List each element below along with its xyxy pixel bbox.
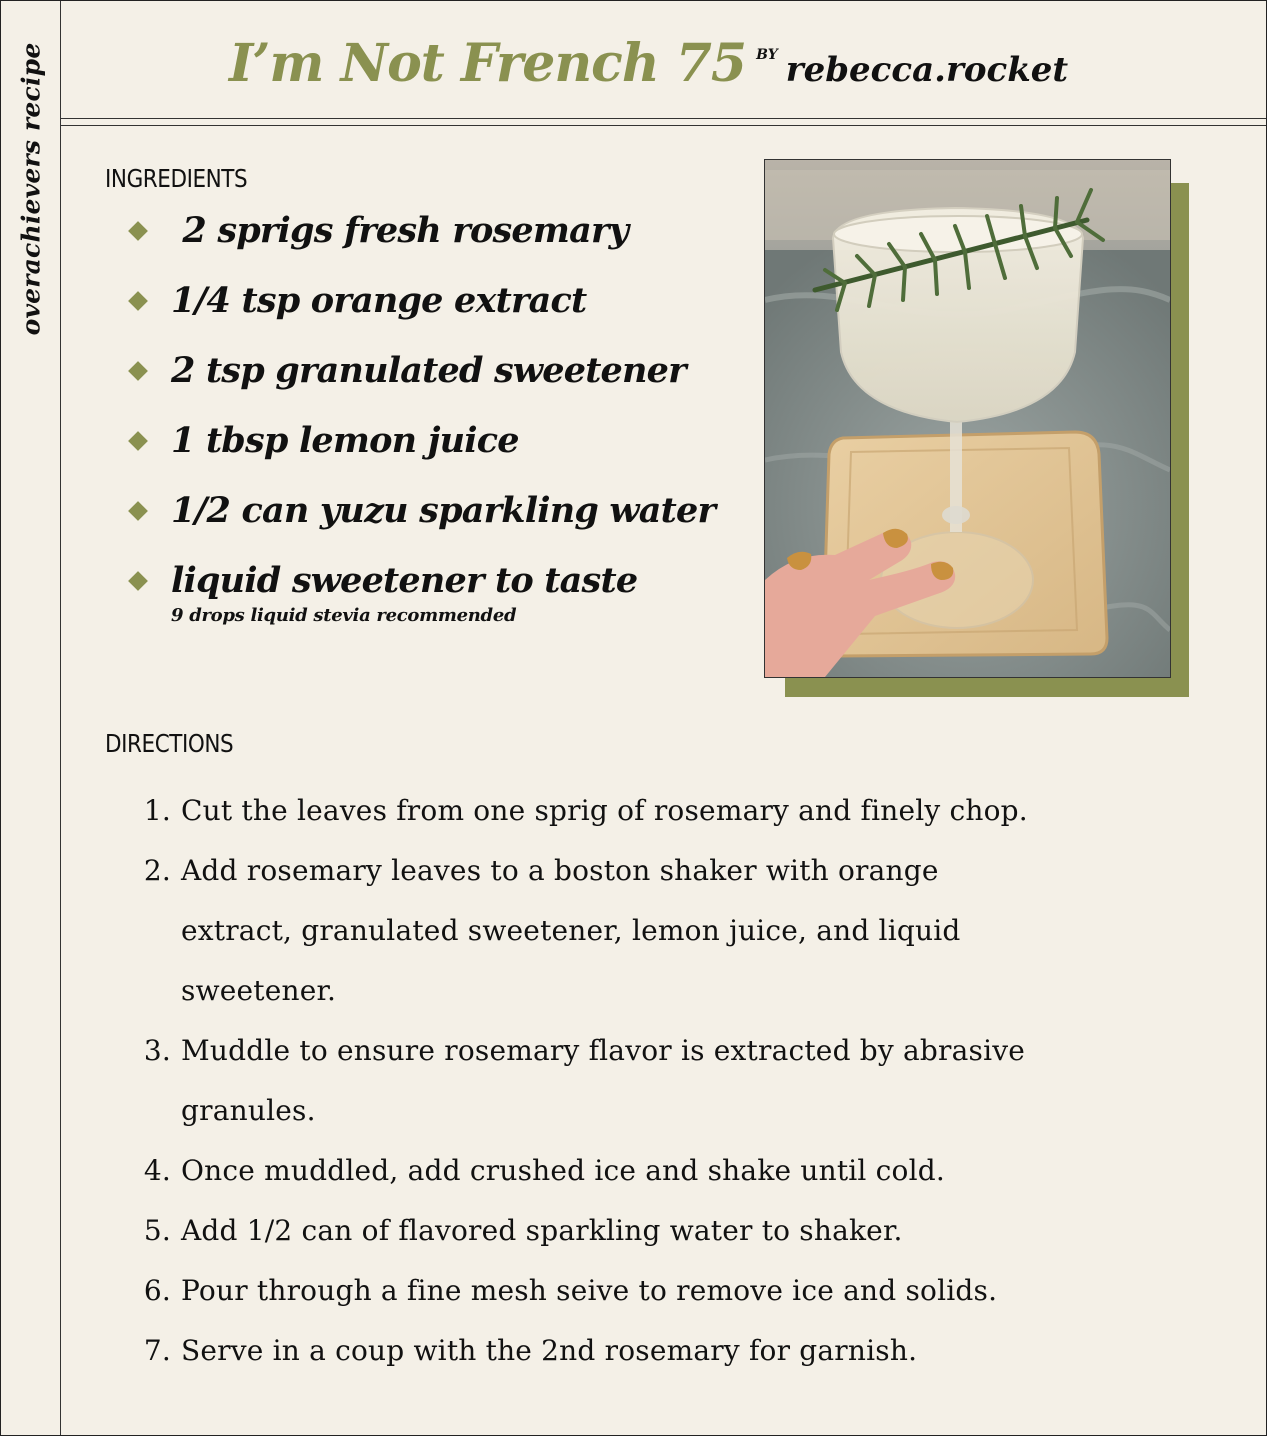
recipe-header: [61, 1, 1266, 119]
directions-list: [127, 781, 1127, 1381]
step-number: 7.: [143, 1334, 171, 1367]
step-number: 4.: [143, 1154, 171, 1187]
directions-heading: DIRECTIONS: [105, 729, 234, 758]
sidebar-label: overachievers recipe: [16, 42, 46, 336]
diamond-bullet-icon: [128, 571, 148, 591]
author-name: rebecca.rocket: [785, 50, 1069, 90]
recipe-title: I’m Not French 75: [229, 33, 747, 94]
ingredient-item: [121, 551, 715, 626]
ingredients-heading: INGREDIENTS: [105, 164, 248, 193]
direction-step: [127, 781, 1127, 841]
by-label: BY: [756, 47, 778, 63]
step-number: 3.: [143, 1034, 171, 1067]
step-text: Once muddled, add crushed ice and shake until cold.: [181, 1154, 945, 1187]
ingredient-text: 1/2 can yuzu sparkling water: [171, 490, 716, 531]
header-divider: [61, 118, 1266, 119]
step-text: Serve in a coup with the 2nd rosemary for garnish.: [181, 1334, 918, 1367]
ingredient-note: 9 drops liquid stevia recommended: [171, 605, 517, 626]
ingredient-item: [121, 341, 715, 411]
ingredient-text: 1/4 tsp orange extract: [171, 280, 587, 321]
step-number: 5.: [143, 1214, 171, 1247]
ingredient-text: 2 tsp granulated sweetener: [171, 350, 686, 391]
diamond-bullet-icon: [128, 291, 148, 311]
direction-step: [127, 1261, 1127, 1321]
step-text: Muddle to ensure rosemary flavor is extracted by abrasive granules.: [181, 1034, 1026, 1127]
ingredients-list: [121, 201, 716, 626]
direction-step: [127, 1021, 1127, 1141]
step-number: 2.: [143, 854, 171, 887]
ingredient-text: 1 tbsp lemon juice: [171, 420, 519, 461]
title-row: [229, 33, 1068, 94]
step-text: Pour through a fine mesh seive to remove ice and solids.: [181, 1274, 998, 1307]
step-text: Add rosemary leaves to a boston shaker with orange extract, granulated sweetener, lemon juice, and liquid sweetener.: [181, 854, 961, 1007]
ingredient-item: [121, 271, 715, 341]
ingredient-text: 2 sprigs fresh rosemary: [171, 210, 629, 251]
header-divider-secondary: [61, 125, 1266, 126]
direction-step: [127, 841, 1127, 1021]
ingredient-text: liquid sweetener to taste: [171, 560, 638, 601]
step-text: Cut the leaves from one sprig of rosemary and finely chop.: [181, 794, 1028, 827]
sidebar-divider: [60, 1, 61, 1436]
cocktail-illustration: [765, 160, 1170, 677]
ingredient-item: [121, 201, 715, 271]
diamond-bullet-icon: [128, 501, 148, 521]
diamond-bullet-icon: [128, 431, 148, 451]
direction-step: [127, 1321, 1127, 1381]
step-text: Add 1/2 can of flavored sparkling water to shaker.: [181, 1214, 903, 1247]
ingredient-item: [121, 411, 715, 481]
diamond-bullet-icon: [128, 361, 148, 381]
direction-step: [127, 1201, 1127, 1261]
direction-step: [127, 1141, 1127, 1201]
step-number: 6.: [143, 1274, 171, 1307]
diamond-bullet-icon: [128, 221, 148, 241]
step-number: 1.: [143, 794, 171, 827]
ingredient-item: [121, 481, 715, 551]
cocktail-photo: [764, 159, 1171, 678]
